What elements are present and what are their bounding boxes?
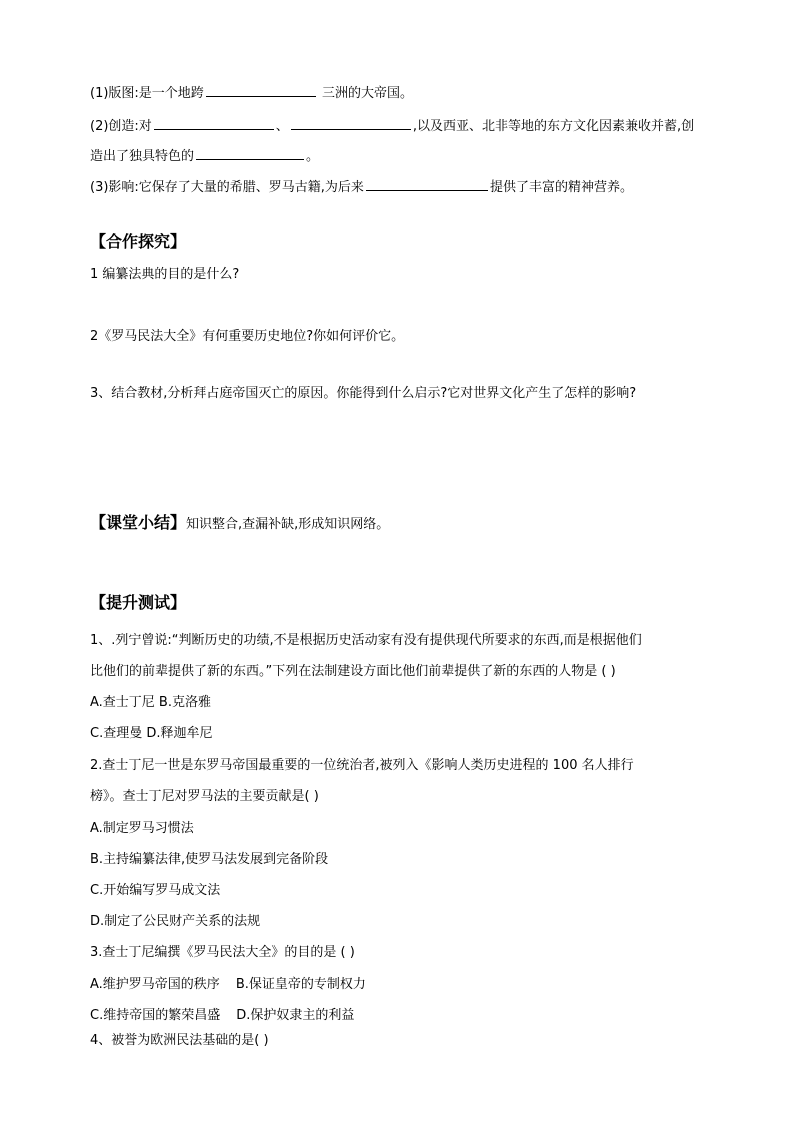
test-q3-line1: 3.查士丁尼编撰《罗马民法大全》的目的是 ( ) — [90, 945, 355, 960]
blank-2c — [196, 146, 304, 160]
fill-item-2-text-c: ,以及西亚、北非等地的东方文化因素兼收并蓄,创 — [412, 119, 695, 134]
summary-line — [90, 512, 389, 536]
fill-item-1-text-a: (1)版图:是一个地跨 — [90, 86, 204, 101]
test-q3-options-2 — [90, 1007, 354, 1025]
test-q1-options-2: C.查理曼 D.释迦牟尼 — [90, 726, 213, 741]
test-q3-option-c: C.维持帝国的繁荣昌盛 — [90, 1008, 221, 1023]
test-q2-line1: 2.查士丁尼一世是东罗马帝国最重要的一位统治者,被列入《影响人类历史进程的 100 名人排行 — [90, 758, 634, 773]
fill-item-2-line2 — [90, 146, 319, 166]
fill-item-1-text-b: 三洲的大帝国。 — [321, 86, 413, 101]
fill-item-2-sep: 、 — [275, 119, 289, 134]
cooperation-question-2: 2《罗马民法大全》有何重要历史地位?你如何评价它。 — [90, 329, 405, 344]
test-q1-line1: 1、.列宁曾说:“判断历史的功绩,不是根据历史活动家有没有提供现代所要求的东西,而是根据他们 — [90, 633, 642, 648]
test-q1-line2: 比他们的前辈提供了新的东西。”下列在法制建设方面比他们前辈提供了新的东西的人物是 ( ) — [90, 664, 616, 679]
fill-item-2-line2-text-a: 造出了独具特色的 — [90, 149, 195, 164]
test-heading: 【提升测试】 — [90, 593, 187, 612]
blank-1 — [206, 83, 316, 97]
fill-item-1 — [90, 83, 413, 103]
cooperation-question-3: 3、结合教材,分析拜占庭帝国灭亡的原因。你能得到什么启示?它对世界文化产生了怎样的影响? — [90, 386, 637, 401]
test-q2-option-b: B.主持编纂法律,使罗马法发展到完备阶段 — [90, 852, 329, 867]
fill-item-3-text-a: (3)影响:它保存了大量的希腊、罗马古籍,为后来 — [90, 180, 364, 195]
test-q3-options-1 — [90, 976, 366, 994]
fill-item-3 — [90, 177, 633, 197]
test-q3-option-b: B.保证皇帝的专制权力 — [235, 977, 366, 992]
test-q3-option-a: A.维护罗马帝国的秩序 — [90, 977, 220, 992]
cooperation-heading: 【合作探究】 — [90, 232, 187, 251]
blank-2a — [154, 116, 274, 130]
blank-3 — [366, 177, 488, 191]
cooperation-question-1: 1 编纂法典的目的是什么? — [90, 267, 240, 282]
blank-2b — [291, 116, 411, 130]
summary-heading: 【课堂小结】 — [90, 513, 187, 532]
test-q2-option-a: A.制定罗马习惯法 — [90, 821, 194, 836]
test-q1-options-1: A.查士丁尼 B.克洛雅 — [90, 695, 211, 710]
fill-item-2 — [90, 116, 694, 136]
fill-item-3-text-b: 提供了丰富的精神营养。 — [489, 180, 633, 195]
test-q4-line1: 4、被誉为欧洲民法基础的是( ) — [90, 1033, 269, 1048]
fill-item-2-line2-text-b: 。 — [306, 149, 320, 164]
test-q2-option-d: D.制定了公民财产关系的法规 — [90, 914, 261, 929]
test-q3-option-d: D.保护奴隶主的利益 — [236, 1008, 355, 1023]
summary-text: 知识整合,查漏补缺,形成知识网络。 — [186, 517, 390, 532]
test-q2-option-c: C.开始编写罗马成文法 — [90, 883, 221, 898]
fill-item-2-text-a: (2)创造:对 — [90, 119, 152, 134]
test-q2-line2: 榜》。查士丁尼对罗马法的主要贡献是( ) — [90, 789, 319, 804]
